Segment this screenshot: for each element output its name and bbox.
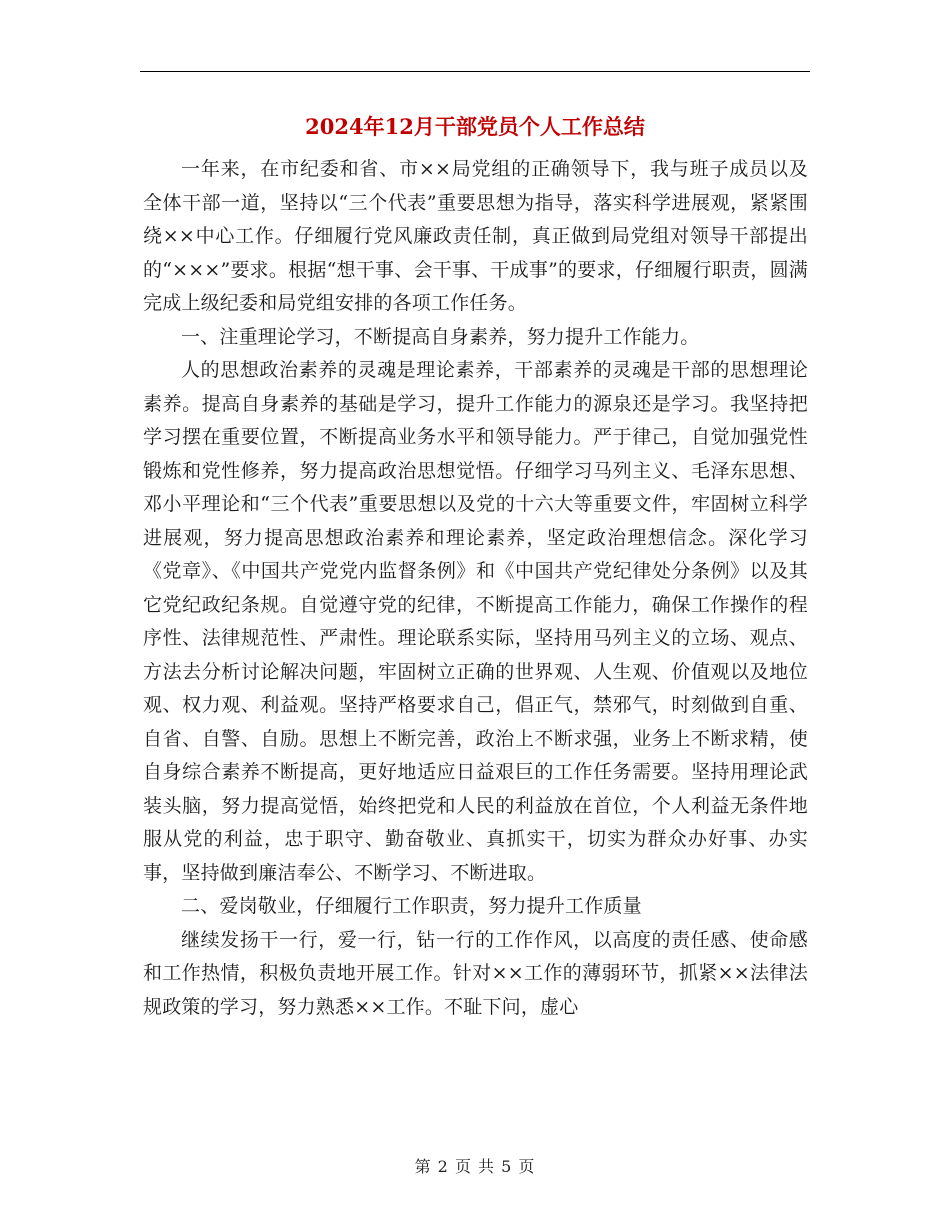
document-title: 2024年12月干部党员个人工作总结 bbox=[305, 114, 645, 139]
header-rule bbox=[140, 71, 810, 72]
section-2-paragraph: 继续发扬干一行，爱一行，钻一行的工作作风，以高度的责任感、使命感和工作热情，积极负责地开展工作。针对××工作的薄弱环节，抓紧××法律法规政策的学习，努力熟悉××工作。不耻下问，虚心 bbox=[143, 928, 808, 1018]
document-body bbox=[143, 153, 808, 1024]
page-number-footer: 第 2 页 共 5 页 bbox=[414, 1157, 536, 1176]
section-heading-1: 一、注重理论学习，不断提高自身素养，努力提升工作能力。 bbox=[181, 325, 700, 348]
section-1-paragraph: 人的思想政治素养的灵魂是理论素养，干部素养的灵魂是干部的思想理论素养。提高自身素养的基础是学习，提升工作能力的源泉还是学习。我坚持把学习摆在重要位置，不断提高业务水平和领导能力。严于律己，自觉加强党性锻炼和党性修养，努力提高政治思想觉悟。仔细学习马列主义、毛泽东思想、邓小平理论和“三个代表”重要思想以及党的十六大等重要文件，牢固树立科学进展观，努力提高思想政治素养和理论素养，坚定政治理想信念。深化学习《党章》、《中国共产党党内监督条例》和《中国共产党纪律处分条例》以及其它党纪政纪条规。自觉遵守党的纪律，不断提高工作能力，确保工作操作的程序性、法律规范性、严肃性。理论联系实际，坚持用马列主义的立场、观点、方法去分析讨论解决问题，牢固树立正确的世界观、人生观、价值观以及地位观、权力观、利益观。坚持严格要求自己，倡正气，禁邪气，时刻做到自重、自省、自警、自励。思想上不断完善，政治上不断求强，业务上不断求精，使自身综合素养不断提高，更好地适应日益艰巨的工作任务需要。坚持用理论武装头脑，努力提高觉悟，始终把党和人民的利益放在首位，个人利益无条件地服从党的利益，忠于职守、勤奋敬业、真抓实干，切实为群众办好事、办实事，坚持做到廉洁奉公、不断学习、不断进取。 bbox=[143, 359, 808, 884]
intro-paragraph: 一年来，在市纪委和省、市××局党组的正确领导下，我与班子成员以及全体干部一道，坚持以“三个代表”重要思想为指导，落实科学进展观，紧紧围绕××中心工作。仔细履行党风廉政责任制，真正做到局党组对领导干部提出的“×××”要求。根据“想干事、会干事、干成事”的要求，仔细履行职责，圆满完成上级纪委和局党组安排的各项工作任务。 bbox=[143, 158, 808, 314]
section-heading-2: 二、爱岗敬业，仔细履行工作职责，努力提升工作质量 bbox=[181, 895, 642, 917]
